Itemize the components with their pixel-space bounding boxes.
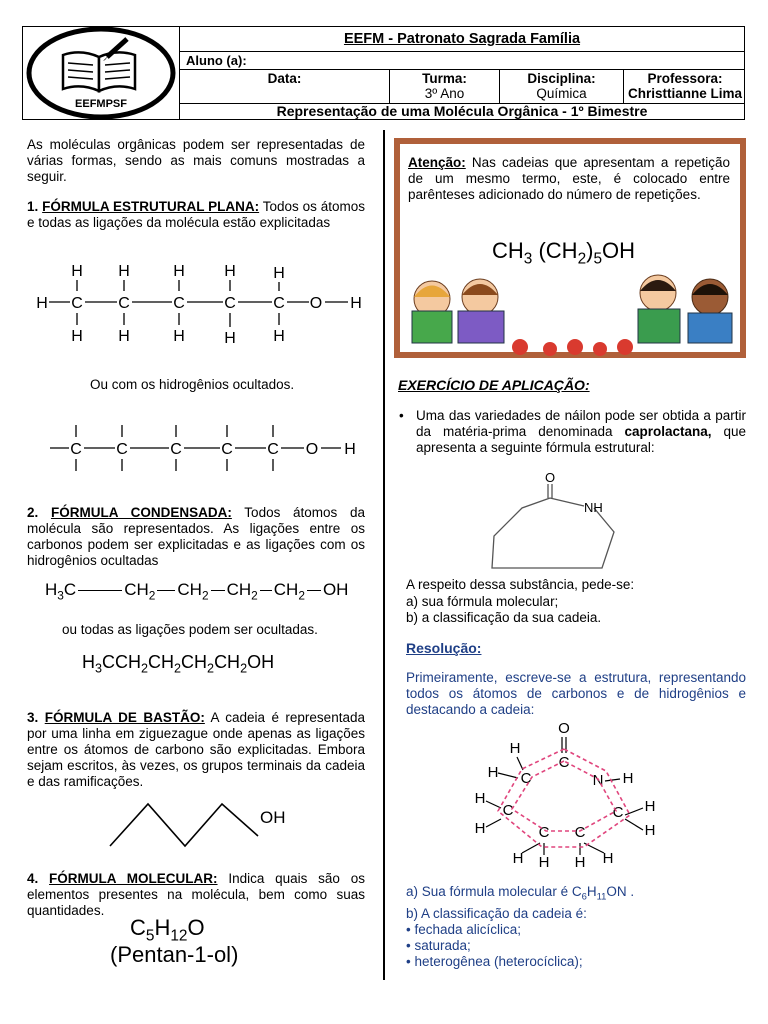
answer-block (406, 884, 634, 970)
teacher-cell: Professora: Christtianne Lima (627, 71, 743, 101)
school-logo (23, 27, 180, 119)
svg-text:H: H (474, 820, 486, 837)
svg-text:C: C (502, 802, 514, 819)
svg-text:NH: NH (584, 500, 603, 515)
intro-text: As moléculas orgânicas podem ser representadas de várias formas, sendo as mais comuns mostradas a seguir. (27, 137, 365, 184)
molecular-formula: $C_5H_{12}O$ (130, 915, 205, 945)
children-reading-illustration (400, 269, 740, 359)
structural-formula-full (30, 258, 370, 348)
svg-text:N: N (592, 772, 604, 789)
answer-b: b) A classificação da cadeia é: (406, 905, 587, 921)
section-3: 3. FÓRMULA DE BASTÃO: A cadeia é representada por uma linha em ziguezague onde apenas as ligações entre os átomos de carbono são explicitadas. Embora sejam escritos, às vezes, os grupos terminais da cadeia e das ramificações. (27, 710, 365, 789)
svg-text:OH: OH (260, 808, 286, 827)
resolution-text: Primeiramente, escreve-se a estrutura, representando todos os átomos de carbonos e de hidrogênios e destacando a cadeia: (406, 670, 746, 717)
answer-item: • saturada; (406, 937, 471, 953)
attention-text: Atenção: Nas cadeias que apresentam a repetição de um mesmo termo, este, é colocado entre parênteses adicionado do número de repetições. (408, 155, 730, 202)
svg-text:C: C (70, 441, 82, 458)
condensed-formula-compact: $H_3CCH_2CH_2CH_2CH_2OH$ (82, 652, 275, 676)
structural-formula-hidden-h (48, 422, 368, 474)
repetition-formula: $CH_3$ $(CH_2)_5OH$ (492, 238, 636, 268)
svg-text:C: C (558, 754, 570, 771)
answer-item: • heterogênea (heterocíclica); (406, 953, 583, 969)
svg-text:EEFMPSF: EEFMPSF (75, 98, 127, 110)
hidden-h-caption: Ou com os hidrogênios ocultados. (90, 377, 295, 392)
school-name: EEFM - Patronato Sagrada Família (180, 27, 744, 52)
svg-text:H: H (273, 265, 285, 282)
worksheet-subtitle: Representação de uma Molécula Orgânica - 1º Bimestre (276, 103, 648, 119)
compound-name: (Pentan-1-ol) (110, 942, 239, 967)
svg-text:C: C (170, 441, 182, 458)
svg-text:H: H (538, 854, 550, 871)
svg-text:C: C (520, 770, 532, 787)
svg-text:C: C (224, 295, 236, 312)
svg-text:C: C (118, 295, 130, 312)
attention-box (394, 138, 746, 358)
info-row (180, 70, 744, 104)
svg-text:C: C (574, 824, 586, 841)
condensed-formula-bonds: $H_3C$ $CH_2$ $CH_2$ $CH_2$ $CH_2$ OH (45, 580, 349, 603)
svg-text:O: O (544, 470, 556, 485)
svg-text:H: H (487, 764, 499, 781)
answer-item: • fechada alicíclica; (406, 921, 522, 937)
caprolactam-ring (480, 470, 630, 580)
header-table (22, 26, 745, 120)
bullet-dot: • (399, 408, 404, 423)
student-field: Aluno (a): (180, 52, 744, 70)
svg-text:H: H (350, 295, 362, 312)
svg-text:H: H (36, 295, 48, 312)
section-4: 4. FÓRMULA MOLECULAR: Indica quais são os elementos presentes na molécula, bem como suas quantidades. (27, 871, 365, 918)
svg-text:O: O (558, 720, 570, 737)
svg-text:C: C (221, 441, 233, 458)
resolution-title: Resolução: (406, 640, 482, 656)
svg-text:O: O (305, 441, 319, 458)
svg-text:C: C (116, 441, 128, 458)
svg-text:C: C (538, 824, 550, 841)
svg-text:C: C (173, 295, 185, 312)
svg-text:H: H (644, 798, 656, 815)
exercise-bullet: Uma das variedades de náilon pode ser obtida a partir da matéria-prima denominada caprolactana, que apresenta a seguinte fórmula estrutural: (416, 408, 746, 455)
svg-text:H: H (474, 790, 486, 807)
svg-text:H: H (644, 822, 656, 839)
svg-text:H: H (509, 740, 521, 757)
svg-text:H: H (344, 441, 356, 458)
svg-text:C: C (71, 295, 83, 312)
svg-text:H: H (622, 770, 634, 787)
svg-text:H: H (574, 854, 586, 871)
column-divider (383, 130, 385, 980)
svg-text:H: H (118, 328, 130, 345)
section-1: 1. FÓRMULA ESTRUTURAL PLANA: Todos os átomos e todas as ligações da molécula estão explicitadas (27, 199, 366, 230)
section-2: 2. FÓRMULA CONDENSADA: Todos átomos da molécula são representados. As ligações entre os carbonos podem ser explicitadas e as ligações com os hidrogênios ocultadas (27, 505, 365, 568)
date-cell: Data: (180, 70, 390, 104)
svg-text:C: C (273, 295, 285, 312)
svg-text:H: H (602, 850, 614, 867)
exercise-title: EXERCÍCIO DE APLICAÇÃO: (398, 377, 590, 393)
svg-text:H: H (224, 330, 236, 347)
svg-text:H: H (71, 328, 83, 345)
skeletal-formula (100, 798, 300, 850)
svg-text:C: C (612, 804, 624, 821)
answer-a: a) Sua fórmula molecular é $C_6H_{11}ON$ . (406, 884, 635, 903)
svg-text:O: O (309, 295, 323, 312)
svg-text:C: C (267, 441, 279, 458)
svg-text:H: H (512, 850, 524, 867)
question-block: A respeito dessa substância, pede-se: a) sua fórmula molecular; b) a classificação da sua cadeia. (406, 577, 635, 625)
svg-text:H: H (224, 263, 236, 280)
svg-text:H: H (118, 263, 130, 280)
svg-text:H: H (173, 328, 185, 345)
svg-text:H: H (273, 328, 285, 345)
svg-text:H: H (71, 263, 83, 280)
caprolactam-expanded-structure (460, 715, 670, 875)
subject-cell: Disciplina: Química (500, 70, 624, 104)
svg-text:H: H (173, 263, 185, 280)
condensed-caption: ou todas as ligações podem ser ocultadas. (62, 622, 318, 637)
class-cell: Turma: 3º Ano (390, 70, 500, 104)
